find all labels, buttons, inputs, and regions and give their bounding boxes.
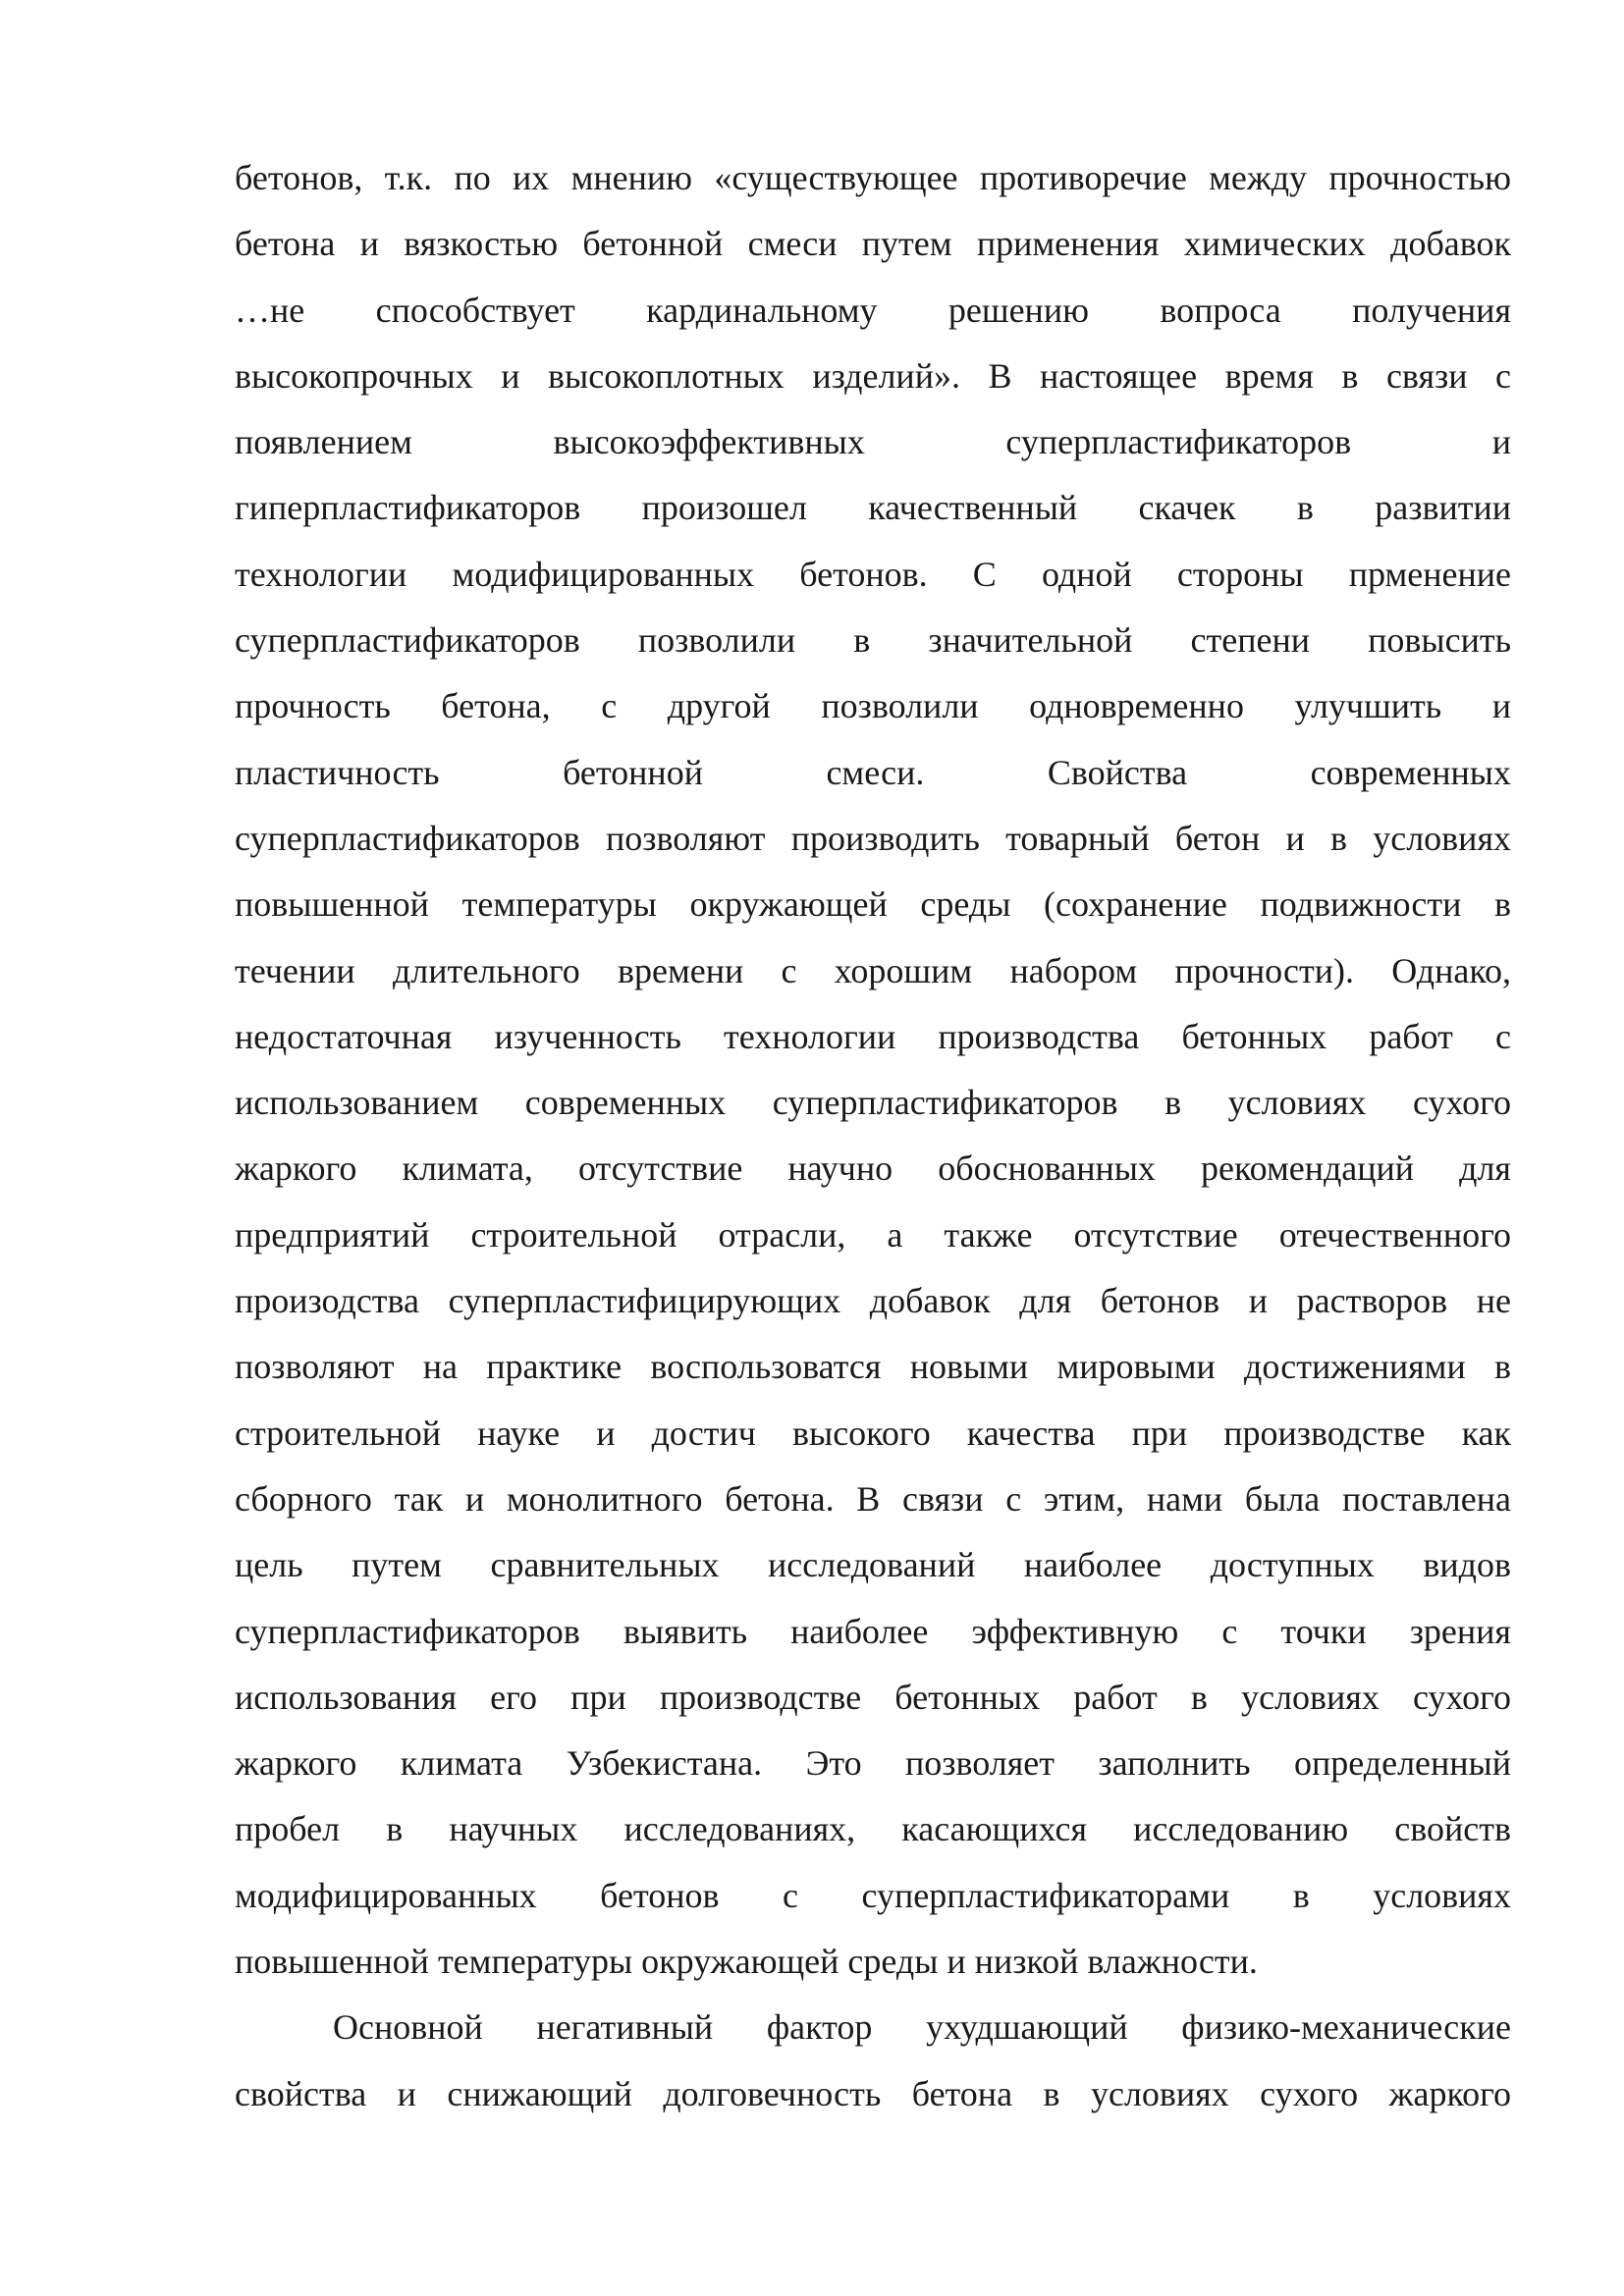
text-line: пластичность бетонной смеси. Свойства современных — [235, 752, 1511, 792]
text-line: позволяют на практике воспользоватся новыми мировыми достижениями в — [235, 1347, 1511, 1387]
text-line: суперпластификаторов позволили в значительной степени повысить — [235, 620, 1511, 661]
text-line: строительной науке и достич высокого качества при производстве как — [235, 1413, 1511, 1453]
text-line: гиперпластификаторов произошел качественный скачек в развитии — [235, 488, 1511, 528]
text-line: прочность бетона, с другой позволили одновременно улучшить и — [235, 686, 1511, 726]
text-line: сборного так и монолитного бетона. В связи с этим, нами была поставлена — [235, 1478, 1511, 1519]
text-line: повышенной температуры окружающей среды и низкой влажности. — [235, 1942, 1258, 1982]
text-line: цель путем сравнительных исследований наиболее доступных видов — [235, 1545, 1511, 1585]
text-line: …не способствует кардинальному решению вопроса получения — [235, 290, 1511, 330]
text-line: недостаточная изученность технологии производства бетонных работ с — [235, 1016, 1511, 1056]
text-line: использования его при производстве бетонных работ в условиях сухого — [235, 1677, 1511, 1717]
text-line: повышенной температуры окружающей среды (сохранение подвижности в — [235, 884, 1511, 925]
text-line: свойства и снижающий долговечность бетона в условиях сухого жаркого — [235, 2073, 1511, 2113]
text-line: бетонов, т.к. по их мнению «существующее противоречие между прочностью — [235, 158, 1511, 197]
text-line: течении длительного времени с хорошим набором прочности). Однако, — [235, 950, 1511, 990]
text-line: суперпластификаторов выявить наиболее эффективную с точки зрения — [235, 1611, 1511, 1651]
text-line: пробел в научных исследованиях, касающихся исследованию свойств — [235, 1809, 1511, 1849]
text-line: высокопрочных и высокоплотных изделий». В настоящее время в связи с — [235, 355, 1511, 396]
text-line: технологии модифицированных бетонов. С одной стороны прменение — [235, 554, 1511, 594]
text-line: появлением высокоэффективных суперпластификаторов и — [235, 422, 1511, 462]
text-line: бетона и вязкостью бетонной смеси путем применения химических добавок — [235, 224, 1511, 264]
body-text — [235, 145, 1511, 2127]
paragraph-first-line: Основной негативный фактор ухудшающий физико-механические — [333, 2007, 1511, 2048]
text-line: произодства суперпластифицирующих добавок для бетонов и растворов не — [235, 1281, 1511, 1321]
text-line: жаркого климата Узбекистана. Это позволяет заполнить определенный — [235, 1743, 1511, 1784]
text-line: использованием современных суперпластификаторов в условиях сухого — [235, 1083, 1511, 1123]
text-line: суперпластификаторов позволяют производить товарный бетон и в условиях — [235, 818, 1511, 858]
text-line: модифицированных бетонов с суперпластификаторами в условиях — [235, 1875, 1511, 1915]
text-line: жаркого климата, отсутствие научно обоснованных рекомендаций для — [235, 1148, 1511, 1189]
text-line: предприятий строительной отрасли, а также отсутствие отечественного — [235, 1214, 1511, 1255]
